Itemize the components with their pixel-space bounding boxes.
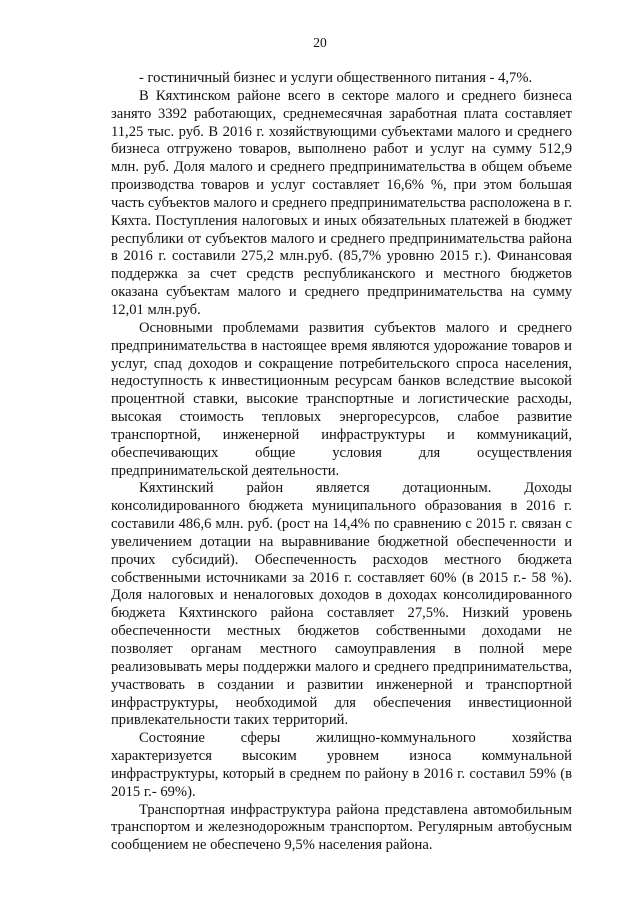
paragraph-development-problems: Основными проблемами развития субъектов малого и среднего предпринимательства в настоящее время являются удорожание товаров и услуг, спад доходов и сокращение потребительского спроса населения, недоступность к инвестиционным ресурсам банков вследствие высокой процентной ставки, высокие транспортные и логистические расходы, высокая стоимость тепловых энергоресурсов, слабое развитие транспортной, инженерной инфраструктуры и коммуникаций, обеспечивающих общие условия для осуществления предпринимательской деятельности.: [111, 319, 572, 479]
document-body: [111, 70, 572, 855]
paragraph-hospitality: - гостиничный бизнес и услуги общественного питания - 4,7%.: [139, 70, 533, 86]
paragraph-housing-utilities: Состояние сферы жилищно-коммунального хозяйства характеризуется высоким уровнем износа коммунальной инфраструктуры, который в среднем по району в 2016 г. составил 59% (в 2015 г.- 69%).: [111, 730, 572, 800]
page-number: 20: [313, 35, 327, 50]
paragraph-small-business-stats: В Кяхтинском районе всего в секторе малого и среднего бизнеса занято 3392 работающих, среднемесячная заработная плата составляет 11,25 тыс. руб. В 2016 г. хозяйствующими субъектами малого и среднего бизнеса отгружено товаров, выполнено работ и услуг на сумму 512,9 млн. руб. Доля малого и среднего предпринимательства в общем объеме производства товаров и услуг составляет 16,6% %, при этом большая часть субъектов малого и среднего предпринимательства расположена в г. Кяхта. Поступления налоговых и иных обязательных платежей в бюджет республики от субъектов малого и среднего предпринимательства района в 2016 г. составили 275,2 млн.руб. (85,7% уровню 2015 г.). Финансовая поддержка за счет средств республиканского и местного бюджетов оказана субъектам малого и среднего предпринимательства на сумму 12,01 млн.руб.: [111, 87, 572, 318]
paragraph-budget: Кяхтинский район является дотационным. Доходы консолидированного бюджета муниципального образования в 2016 г. составили 486,6 млн. руб. (рост на 14,4% по сравнению с 2015 г. связан с увеличением дотации на выравнивание бюджетной обеспеченности и прочих субсидий). Обеспеченность расходов местного бюджета собственными источниками за 2016 г. составляет 60% (в 2015 г.- 58 %). Доля налоговых и неналоговых доходов в доходах консолидированного бюджета Кяхтинского района составляет 27,5%. Низкий уровень обеспеченности местных бюджетов собственными доходами не позволяет органам местного самоуправления в полной мере реализовывать меры поддержки малого и среднего предпринимательства, участвовать в создании и развитии инженерной и транспортной инфраструктуры, необходимой для обеспечения инвестиционной привлекательности таких территорий.: [111, 480, 572, 729]
paragraph-transport: Транспортная инфраструктура района представлена автомобильным транспортом и железнодорожным транспортом. Регулярным автобусным сообщением не обеспечено 9,5% населения района.: [111, 801, 572, 854]
